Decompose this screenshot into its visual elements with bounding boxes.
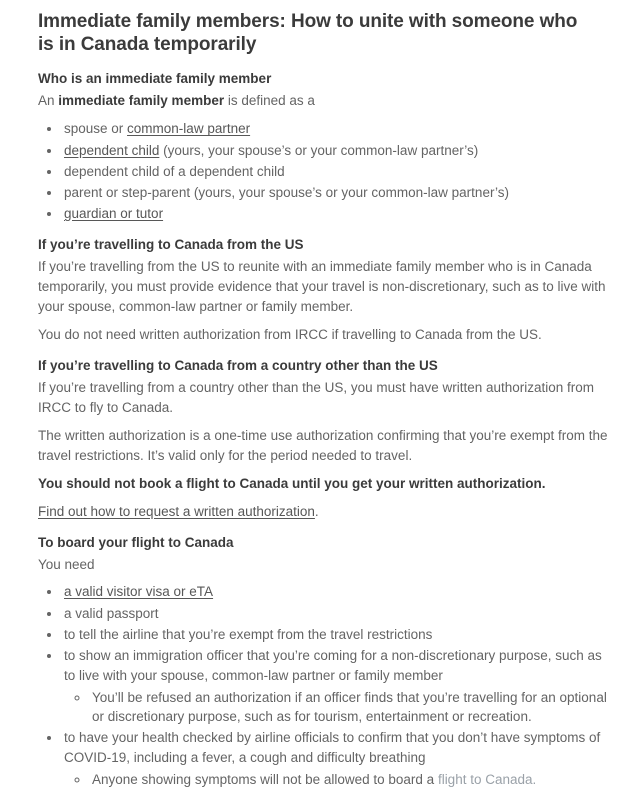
list-item-text: You’ll be refused an authorization if an officer finds that you’re travelling for an optional or discretionary purpose, such as for tourism, entertainment or recreation. [92,689,607,725]
from-us-paragraph-2: You do not need written authorization from IRCC if travelling to Canada from the US. [38,326,542,342]
common-law-partner-link[interactable]: common-law partner [127,121,251,137]
guardian-or-tutor-link[interactable]: guardian or tutor [64,206,164,222]
list-item-parent [62,183,612,203]
list-item-guardian [62,204,612,224]
list-item-dependent-child [62,141,612,161]
dependent-child-link[interactable]: dependent child [64,142,160,158]
list-item-passport [62,604,612,624]
board-requirements-list [38,582,612,789]
page-title: Immediate family members: How to unite with someone who is in Canada temporarily [38,11,578,56]
list-item-text: to tell the airline that you’re exempt from the travel restrictions [64,626,433,642]
from-other-paragraph-2: The written authorization is a one-time use authorization confirming that you’re exempt from the travel restrictions. It’s valid only for the period needed to travel. [38,427,608,463]
faded-text-flight-to-canada: flight to Canada. [437,771,537,787]
from-other-paragraph-1: If you’re travelling from a country other than the US, you must have written authorization from IRCC to fly to Canada. [38,379,595,415]
section-board-flight [38,535,612,790]
section-heading-who: Who is an immediate family member [38,71,272,87]
list-item-visa [62,582,612,602]
section-heading-board-flight: To board your flight to Canada [38,534,234,550]
list-item-tell-airline [62,625,612,645]
sub-item-symptoms-not-allowed [90,770,610,790]
list-item-show-officer [62,646,612,727]
sub-item-refused-authorization [90,688,610,727]
list-item-text: to have your health checked by airline officials to confirm that you don’t have symptoms of COVID-19, including a fever, a cough and difficulty breathing [64,730,601,766]
request-written-authorization-link[interactable]: Find out how to request a written authorization [38,503,315,519]
health-check-sublist [64,770,610,790]
who-intro-post: is defined as a [224,93,315,109]
list-item-text: a valid passport [64,605,159,621]
list-item-text: Anyone showing symptoms will not be allowed to board a [92,771,438,787]
list-item-text: (yours, your spouse’s or your common-law partner’s) [159,142,479,158]
link-period: . [314,503,319,519]
family-member-list [38,119,612,224]
list-item-text: parent or step-parent (yours, your spouse’s or your common-law partner’s) [64,184,509,200]
section-travel-from-other [38,358,612,522]
request-authorization-paragraph [38,502,612,522]
list-item-text: dependent child of a dependent child [64,163,285,179]
from-us-paragraph-1: If you’re travelling from the US to reunite with an immediate family member who is in Canada temporarily, you must provide evidence that your travel is non-discretionary, such as to live with your spouse, common-law partner or family member. [38,258,606,314]
do-not-book-warning: You should not book a flight to Canada until you get your written authorization. [38,475,546,491]
list-item-text: spouse or [64,121,128,137]
show-officer-sublist [64,688,610,727]
list-item-health-check [62,728,612,789]
section-heading-from-other: If you’re travelling to Canada from a country other than the US [38,357,438,373]
who-intro-paragraph [38,91,612,111]
list-item-dependent-of-dependent [62,162,612,182]
who-intro-pre: An [38,93,59,109]
section-who [38,71,612,223]
visitor-visa-eta-link[interactable]: a valid visitor visa or eTA [64,584,214,600]
section-heading-from-us: If you’re travelling to Canada from the US [38,236,304,252]
who-intro-bold-term: immediate family member [58,93,225,109]
section-travel-from-us [38,237,612,345]
you-need-paragraph: You need [38,556,95,572]
list-item-text: to show an immigration officer that you’re coming for a non-discretionary purpose, such as to live with your spouse, common-law partner or family member [64,648,602,683]
list-item-spouse [62,119,612,139]
